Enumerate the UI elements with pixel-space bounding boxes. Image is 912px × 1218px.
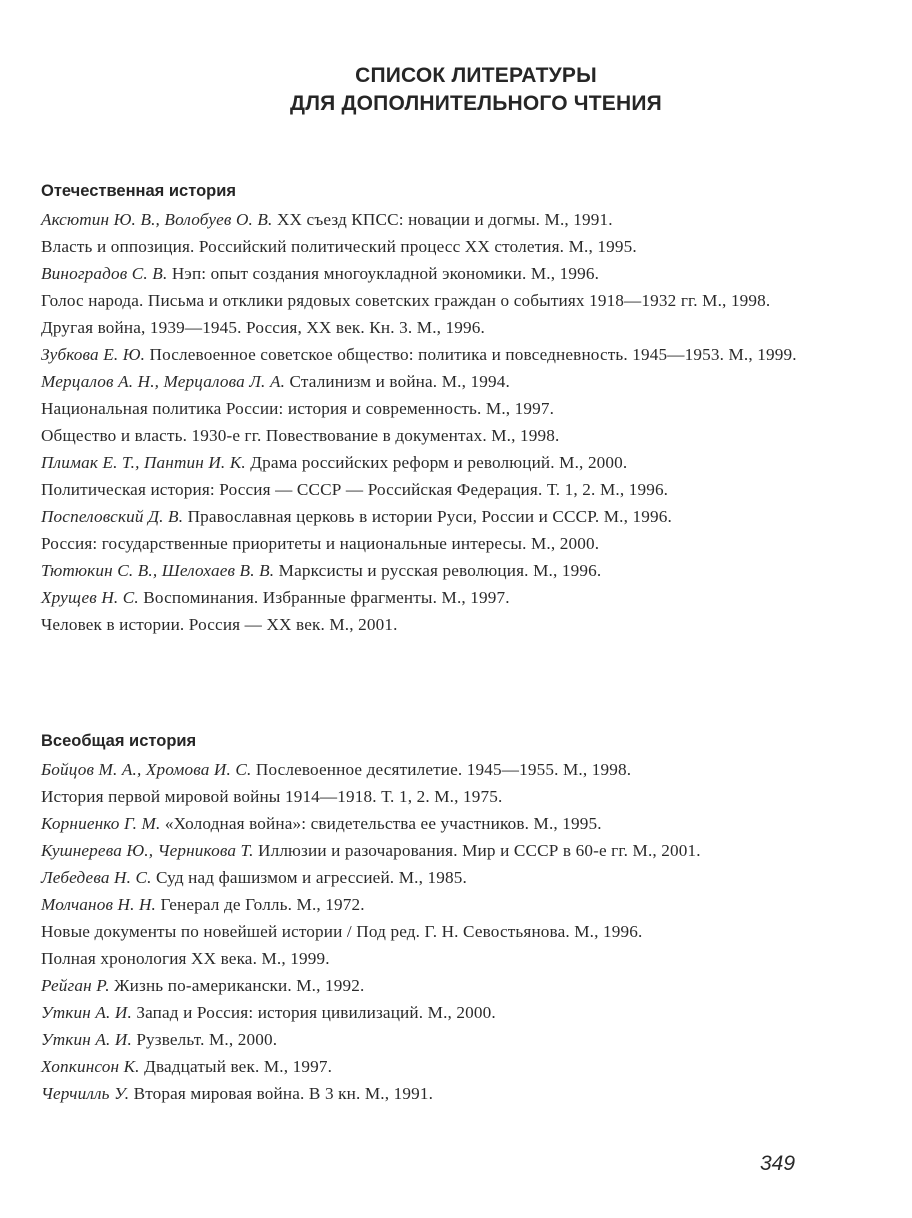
entry-text: Политическая история: Россия — СССР — Российская Федерация. Т. 1, 2. М., 1996. — [41, 480, 669, 499]
page-number: 349 — [760, 1152, 796, 1175]
section-heading: Отечественная история — [41, 182, 237, 200]
bibliography-entry — [41, 1084, 821, 1104]
entry-text: Рузвельт. М., 2000. — [131, 1030, 278, 1049]
entry-text: Новые документы по новейшей истории / Под ред. Г. Н. Севостьянова. М., 1996. — [41, 922, 643, 941]
bibliography-entry — [41, 1003, 821, 1023]
bibliography-entry — [41, 534, 821, 554]
entry-text: XX съезд КПСС: новации и догмы. М., 1991. — [272, 210, 613, 229]
bibliography-entry — [41, 787, 821, 807]
entry-text: Генерал де Голль. М., 1972. — [156, 895, 365, 914]
entry-author: Бойцов М. А., Хромова И. С. — [41, 760, 252, 779]
entry-author: Виноградов С. В. — [41, 264, 168, 283]
bibliography-entry — [41, 1057, 821, 1077]
entry-text: Православная церковь в истории Руси, России и СССР. М., 1996. — [183, 507, 672, 526]
entry-text: Послевоенное советское общество: политика и повседневность. 1945—1953. М., 1999. — [145, 345, 797, 364]
entry-author: Уткин А. И. — [41, 1003, 132, 1022]
entry-text: Воспоминания. Избранные фрагменты. М., 1997. — [138, 588, 510, 607]
entry-author: Хрущев Н. С. — [41, 588, 139, 607]
entry-text: Национальная политика России: история и современность. М., 1997. — [41, 399, 555, 418]
bibliography-entry — [41, 922, 821, 942]
entry-text: Россия: государственные приоритеты и национальные интересы. М., 2000. — [41, 534, 600, 553]
entry-author: Черчилль У. — [41, 1084, 130, 1103]
entry-text: Жизнь по-американски. М., 1992. — [109, 976, 365, 995]
bibliography-entry — [41, 814, 821, 834]
bibliography-entry — [41, 895, 821, 915]
bibliography-entry — [41, 976, 821, 996]
bibliography-entry — [41, 615, 821, 635]
entry-text: Власть и оппозиция. Российский политический процесс XX столетия. М., 1995. — [41, 237, 637, 256]
bibliography-entry — [41, 318, 821, 338]
entry-text: Драма российских реформ и революций. М., 2000. — [245, 453, 628, 472]
page-title-line-1: СПИСОК ЛИТЕРАТУРЫ — [355, 64, 597, 87]
entry-text: Нэп: опыт создания многоукладной экономики. М., 1996. — [167, 264, 600, 283]
entry-author: Мерцалов А. Н., Мерцалова Л. А. — [41, 372, 286, 391]
entry-text: Голос народа. Письма и отклики рядовых советских граждан о событиях 1918—1932 гг. М., 1998. — [41, 291, 771, 310]
entry-author: Плимак Е. Т., Пантин И. К. — [41, 453, 246, 472]
entry-author: Хопкинсон К. — [41, 1057, 140, 1076]
bibliography-entry — [41, 453, 821, 473]
entry-text: История первой мировой войны 1914—1918. Т. 1, 2. М., 1975. — [41, 787, 503, 806]
entry-text: Общество и власть. 1930-е гг. Повествование в документах. М., 1998. — [41, 426, 560, 445]
bibliography-entry — [41, 291, 821, 311]
bibliography-entry — [41, 949, 821, 969]
bibliography-list — [41, 760, 821, 1104]
bibliography-entry — [41, 1030, 821, 1050]
entry-text: Вторая мировая война. В 3 кн. М., 1991. — [129, 1084, 434, 1103]
page-title-line-2: ДЛЯ ДОПОЛНИТЕЛЬНОГО ЧТЕНИЯ — [290, 92, 662, 115]
entry-author: Молчанов Н. Н. — [41, 895, 156, 914]
bibliography-entry — [41, 588, 821, 608]
bibliography-entry — [41, 561, 821, 581]
bibliography-list — [41, 210, 821, 635]
entry-author: Тютюкин С. В., Шелохаев В. В. — [41, 561, 275, 580]
entry-text: Полная хронология XX века. М., 1999. — [41, 949, 330, 968]
bibliography-entry — [41, 372, 821, 392]
bibliography-entry — [41, 507, 821, 527]
bibliography-entry — [41, 426, 821, 446]
entry-text: Иллюзии и разочарования. Мир и СССР в 60-е гг. М., 2001. — [253, 841, 701, 860]
entry-text: Запад и Россия: история цивилизаций. М., 2000. — [131, 1003, 496, 1022]
entry-author: Рейган Р. — [41, 976, 110, 995]
section-heading: Всеобщая история — [41, 732, 197, 750]
bibliography-entry — [41, 760, 821, 780]
bibliography-entry — [41, 868, 821, 888]
entry-author: Лебедева Н. С. — [41, 868, 152, 887]
section-domestic-history — [41, 180, 821, 642]
bibliography-entry — [41, 841, 821, 861]
entry-text: Марксисты и русская революция. М., 1996. — [274, 561, 602, 580]
entry-text: «Холодная война»: свидетельства ее участников. М., 1995. — [160, 814, 602, 833]
entry-author: Поспеловский Д. В. — [41, 507, 184, 526]
page-title — [0, 62, 912, 118]
entry-text: Другая война, 1939—1945. Россия, XX век. Кн. 3. М., 1996. — [41, 318, 485, 337]
entry-text: Послевоенное десятилетие. 1945—1955. М., 1998. — [251, 760, 632, 779]
section-world-history — [41, 730, 821, 1111]
bibliography-entry — [41, 345, 821, 365]
entry-author: Аксютин Ю. В., Волобуев О. В. — [41, 210, 273, 229]
bibliography-entry — [41, 480, 821, 500]
bibliography-entry — [41, 237, 821, 257]
entry-author: Кушнерева Ю., Черникова Т. — [41, 841, 254, 860]
bibliography-entry — [41, 399, 821, 419]
entry-text: Двадцатый век. М., 1997. — [139, 1057, 333, 1076]
bibliography-entry — [41, 264, 821, 284]
entry-author: Корниенко Г. М. — [41, 814, 161, 833]
entry-author: Зубкова Е. Ю. — [41, 345, 146, 364]
bibliography-entry — [41, 210, 821, 230]
entry-author: Уткин А. И. — [41, 1030, 132, 1049]
entry-text: Человек в истории. Россия — XX век. М., 2001. — [41, 615, 398, 634]
entry-text: Суд над фашизмом и агрессией. М., 1985. — [151, 868, 467, 887]
entry-text: Сталинизм и война. М., 1994. — [285, 372, 510, 391]
